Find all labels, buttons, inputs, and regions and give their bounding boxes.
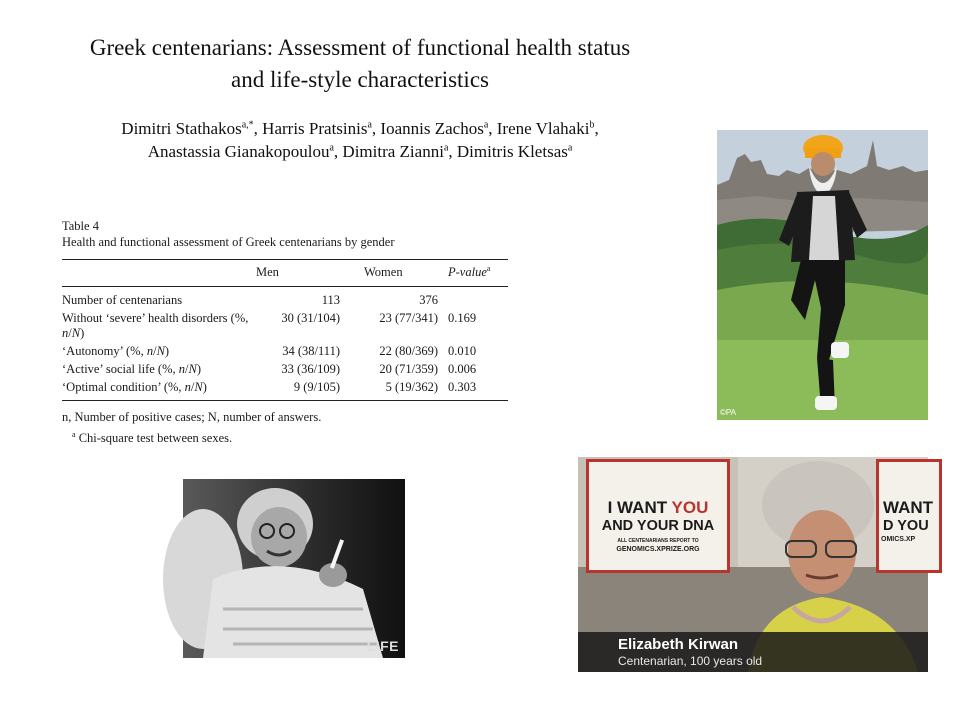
table-label: Table 4: [62, 219, 99, 233]
life-watermark: LIFE: [366, 638, 399, 654]
runner-photo: [717, 130, 928, 420]
elderly-woman-photo: [183, 479, 405, 658]
elderly-woman-illustration: [183, 479, 405, 658]
paper-title-line-1: Greek centenarians: Assessment of functional health status: [89, 35, 631, 60]
dna-sign-partial: WANT D YOU OMICS.XP: [876, 459, 942, 573]
author: Irene Vlahaki$^b$,: [496, 119, 599, 138]
paper-title: [0, 32, 720, 96]
row-label: ‘Autonomy’ (%, n/N): [62, 344, 170, 359]
cell-men: 34 (38/111): [282, 344, 340, 359]
row-label: ‘Active’ social life (%, n/N): [62, 362, 201, 377]
photo-credit-watermark: ©PA: [720, 408, 736, 417]
caption-name: Elizabeth Kirwan: [618, 636, 739, 653]
header-men: Men: [256, 264, 279, 279]
cell-p-value: 0.006: [448, 362, 477, 377]
cell-p-value: 0.010: [448, 344, 477, 359]
table-header-row: [62, 260, 508, 287]
author: Ioannis Zachos$^a$,: [380, 119, 497, 138]
header-women: Women: [364, 264, 403, 279]
video-caption-bar: [578, 632, 928, 672]
table-footnotes: [62, 409, 508, 447]
author-list: [40, 117, 680, 163]
row-label: ‘Optimal condition’ (%, n/N): [62, 380, 207, 395]
row-label: Number of centenarians: [62, 293, 183, 308]
footnote-n: n, Number of positive cases; N, number of answers.: [62, 410, 322, 425]
runner-illustration: [717, 130, 928, 420]
results-table: [62, 259, 508, 401]
cell-women: 5 (19/362): [385, 380, 438, 395]
table-caption: Health and functional assessment of Greek centenarians by gender: [62, 235, 395, 249]
table-row: [62, 361, 508, 379]
cell-men: 33 (36/109): [281, 362, 340, 377]
cell-women: 22 (80/369): [379, 344, 438, 359]
table-row: [62, 287, 508, 311]
header-p-value: P-value$^a$: [448, 264, 491, 280]
cell-men: 113: [321, 293, 340, 308]
kirwan-video-still: [578, 457, 934, 672]
dna-sign: I WANT YOU AND YOUR DNA ALL CENTENARIANS REPORT TO GENOMICS.XPRIZE.ORG: [586, 459, 730, 573]
header-blank: [62, 260, 254, 287]
footnote-chi-square: $^a$ Chi-square test between sexes.: [72, 430, 233, 446]
table-row: [62, 343, 508, 361]
cell-p-value: [448, 287, 508, 311]
cell-men: 9 (9/105): [293, 380, 340, 395]
cell-p-value: 0.169: [448, 311, 477, 326]
author: Dimitra Zianni$^a$,: [342, 142, 457, 161]
cell-p-value: 0.303: [448, 380, 477, 395]
author: Dimitris Kletsas$^a$: [456, 142, 573, 161]
results-table-block: [62, 218, 508, 447]
caption-subtitle: Centenarian, 100 years old: [618, 654, 763, 668]
row-label: Without ‘severe’ health disorders (%, n/N): [62, 311, 249, 341]
table-row: [62, 379, 508, 401]
author: Harris Pratsinis$^a$,: [262, 119, 381, 138]
table-row: [62, 310, 508, 343]
cell-women: 20 (71/359): [379, 362, 438, 377]
cell-men: 30 (31/104): [281, 311, 340, 326]
author: Anastassia Gianakopoulou$^a$,: [147, 142, 343, 161]
author: Dimitri Stathakos$^{a,*}$,: [121, 119, 263, 138]
cell-women: 23 (77/341): [379, 311, 438, 326]
cell-women: 376: [419, 293, 438, 308]
paper-title-line-2: and life-style characteristics: [231, 67, 489, 92]
